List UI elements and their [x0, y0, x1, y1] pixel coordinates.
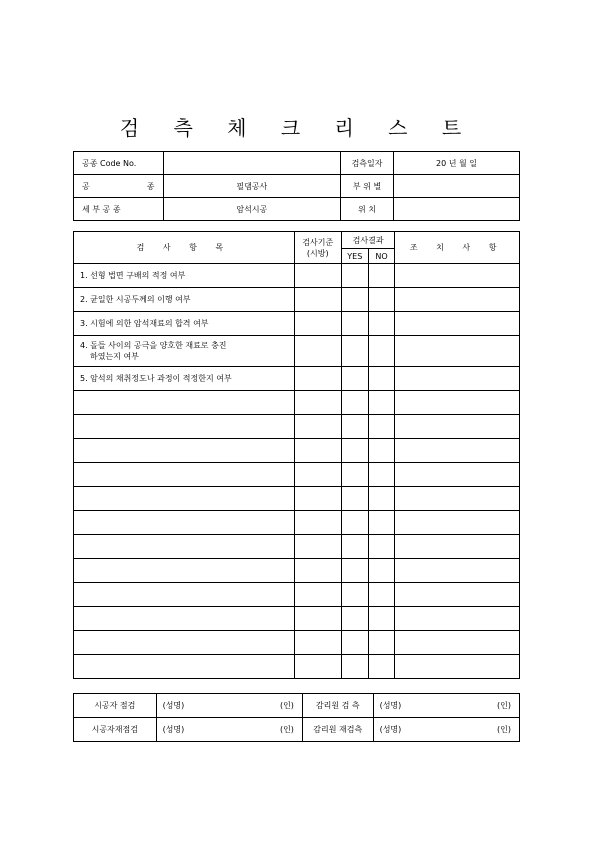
- no-cell[interactable]: [368, 583, 395, 607]
- date-value[interactable]: 20 년 월 일: [393, 152, 519, 175]
- checklist-row: [74, 312, 520, 336]
- checklist-row: [74, 463, 520, 487]
- standard-cell[interactable]: [294, 288, 341, 312]
- no-cell[interactable]: [368, 439, 395, 463]
- checklist-table: [73, 231, 520, 679]
- supervisor-inspect-label: 감리원 검 측: [302, 694, 373, 718]
- checklist-item: 2. 균일한 시공두께의 이행 여부: [74, 288, 295, 312]
- yes-cell[interactable]: [341, 559, 368, 583]
- checklist-row: [74, 288, 520, 312]
- contractor-reinspect-sign[interactable]: (성명) (인): [156, 718, 302, 742]
- checklist-item: [74, 655, 295, 679]
- no-cell[interactable]: [368, 535, 395, 559]
- checklist-row: [74, 631, 520, 655]
- action-cell[interactable]: [395, 264, 520, 288]
- supervisor-inspect-sign[interactable]: (성명) (인): [373, 694, 519, 718]
- checklist-row: [74, 439, 520, 463]
- checklist-row: [74, 583, 520, 607]
- yes-cell[interactable]: [341, 391, 368, 415]
- no-cell[interactable]: [368, 631, 395, 655]
- checklist-row: [74, 391, 520, 415]
- standard-cell[interactable]: [294, 391, 341, 415]
- checklist-row: [74, 607, 520, 631]
- action-cell[interactable]: [395, 415, 520, 439]
- no-cell[interactable]: [368, 415, 395, 439]
- standard-cell[interactable]: [294, 312, 341, 336]
- checklist-row: [74, 487, 520, 511]
- standard-cell[interactable]: [294, 367, 341, 391]
- contractor-inspect-label: 시공자 점검: [74, 694, 157, 718]
- contractor-inspect-sign[interactable]: (성명) (인): [156, 694, 302, 718]
- action-cell[interactable]: [395, 463, 520, 487]
- yes-cell[interactable]: [341, 535, 368, 559]
- code-label: 공종 Code No.: [74, 152, 164, 175]
- header-standard: 검사기준 (시방): [294, 232, 341, 264]
- checklist-row: [74, 535, 520, 559]
- no-cell[interactable]: [368, 336, 395, 367]
- contractor-reinspect-label: 시공자재점검: [74, 718, 157, 742]
- no-cell[interactable]: [368, 264, 395, 288]
- action-cell[interactable]: [395, 336, 520, 367]
- action-cell[interactable]: [395, 367, 520, 391]
- supervisor-reinspect-sign[interactable]: (성명) (인): [373, 718, 519, 742]
- action-cell[interactable]: [395, 288, 520, 312]
- header-no: NO: [368, 249, 395, 264]
- yes-cell[interactable]: [341, 511, 368, 535]
- checklist-row: [74, 655, 520, 679]
- checklist-item: 4. 돌들 사이의 공극을 양호한 재료로 충진 하였는지 여부: [74, 336, 295, 367]
- yes-cell[interactable]: [341, 288, 368, 312]
- standard-cell[interactable]: [294, 415, 341, 439]
- yes-cell[interactable]: [341, 367, 368, 391]
- standard-cell[interactable]: [294, 487, 341, 511]
- no-cell[interactable]: [368, 559, 395, 583]
- standard-cell[interactable]: [294, 336, 341, 367]
- no-cell[interactable]: [368, 391, 395, 415]
- no-cell[interactable]: [368, 288, 395, 312]
- standard-cell[interactable]: [294, 535, 341, 559]
- action-cell[interactable]: [395, 312, 520, 336]
- checklist-row: [74, 264, 520, 288]
- yes-cell[interactable]: [341, 487, 368, 511]
- standard-cell[interactable]: [294, 631, 341, 655]
- checklist-item: [74, 511, 295, 535]
- supervisor-reinspect-label: 감리원 재검측: [302, 718, 373, 742]
- no-cell[interactable]: [368, 607, 395, 631]
- header-yes: YES: [341, 249, 368, 264]
- location-label: 위 치: [341, 198, 394, 221]
- code-value[interactable]: [163, 152, 341, 175]
- standard-cell[interactable]: [294, 439, 341, 463]
- checklist-item: [74, 439, 295, 463]
- action-cell[interactable]: [395, 583, 520, 607]
- action-cell[interactable]: [395, 559, 520, 583]
- action-cell[interactable]: [395, 535, 520, 559]
- signature-table: [73, 693, 520, 742]
- header-result: 검사결과: [341, 232, 394, 249]
- checklist-row: [74, 367, 520, 391]
- action-cell[interactable]: [395, 391, 520, 415]
- yes-cell[interactable]: [341, 631, 368, 655]
- checklist-row: [74, 336, 520, 367]
- action-cell[interactable]: [395, 511, 520, 535]
- yes-cell[interactable]: [341, 655, 368, 679]
- document-title: 검 측 체 크 리 스 트: [119, 116, 476, 140]
- location-value[interactable]: [393, 198, 519, 221]
- part-value[interactable]: [393, 175, 519, 198]
- work-label: 공 종: [74, 175, 164, 198]
- checklist-item: 3. 시험에 의한 암석재료의 합격 여부: [74, 312, 295, 336]
- action-cell[interactable]: [395, 439, 520, 463]
- checklist-row: [74, 559, 520, 583]
- yes-cell[interactable]: [341, 583, 368, 607]
- info-table: [73, 151, 520, 221]
- checklist-item: [74, 583, 295, 607]
- checklist-item: [74, 559, 295, 583]
- no-cell[interactable]: [368, 367, 395, 391]
- yes-cell[interactable]: [341, 439, 368, 463]
- no-cell[interactable]: [368, 463, 395, 487]
- yes-cell[interactable]: [341, 336, 368, 367]
- date-label: 검측일자: [341, 152, 394, 175]
- yes-cell[interactable]: [341, 264, 368, 288]
- checklist-item: [74, 391, 295, 415]
- action-cell[interactable]: [395, 655, 520, 679]
- standard-cell[interactable]: [294, 463, 341, 487]
- no-cell[interactable]: [368, 487, 395, 511]
- action-cell[interactable]: [395, 487, 520, 511]
- standard-cell[interactable]: [294, 655, 341, 679]
- standard-cell[interactable]: [294, 511, 341, 535]
- checklist-item: [74, 463, 295, 487]
- checklist-row: [74, 415, 520, 439]
- action-cell[interactable]: [395, 607, 520, 631]
- checklist-item: [74, 415, 295, 439]
- yes-cell[interactable]: [341, 312, 368, 336]
- yes-cell[interactable]: [341, 607, 368, 631]
- standard-cell[interactable]: [294, 583, 341, 607]
- sub-work-label: 세 부 공 종: [74, 198, 164, 221]
- no-cell[interactable]: [368, 511, 395, 535]
- work-value[interactable]: 필댐공사: [163, 175, 341, 198]
- standard-cell[interactable]: [294, 607, 341, 631]
- checklist-item: [74, 607, 295, 631]
- header-item: 검 사 항 목: [74, 232, 295, 264]
- checklist-item: [74, 535, 295, 559]
- no-cell[interactable]: [368, 312, 395, 336]
- checklist-item: 1. 선형 법면 구배의 적정 여부: [74, 264, 295, 288]
- yes-cell[interactable]: [341, 415, 368, 439]
- checklist-row: [74, 511, 520, 535]
- standard-cell[interactable]: [294, 559, 341, 583]
- header-action: 조 치 사 항: [395, 232, 520, 264]
- standard-cell[interactable]: [294, 264, 341, 288]
- no-cell[interactable]: [368, 655, 395, 679]
- action-cell[interactable]: [395, 631, 520, 655]
- yes-cell[interactable]: [341, 463, 368, 487]
- checklist-item: 5. 암석의 채취정도나 과정이 적정한지 여부: [74, 367, 295, 391]
- checklist-item: [74, 631, 295, 655]
- sub-work-value[interactable]: 암석시공: [163, 198, 341, 221]
- checklist-item: [74, 487, 295, 511]
- part-label: 부 위 별: [341, 175, 394, 198]
